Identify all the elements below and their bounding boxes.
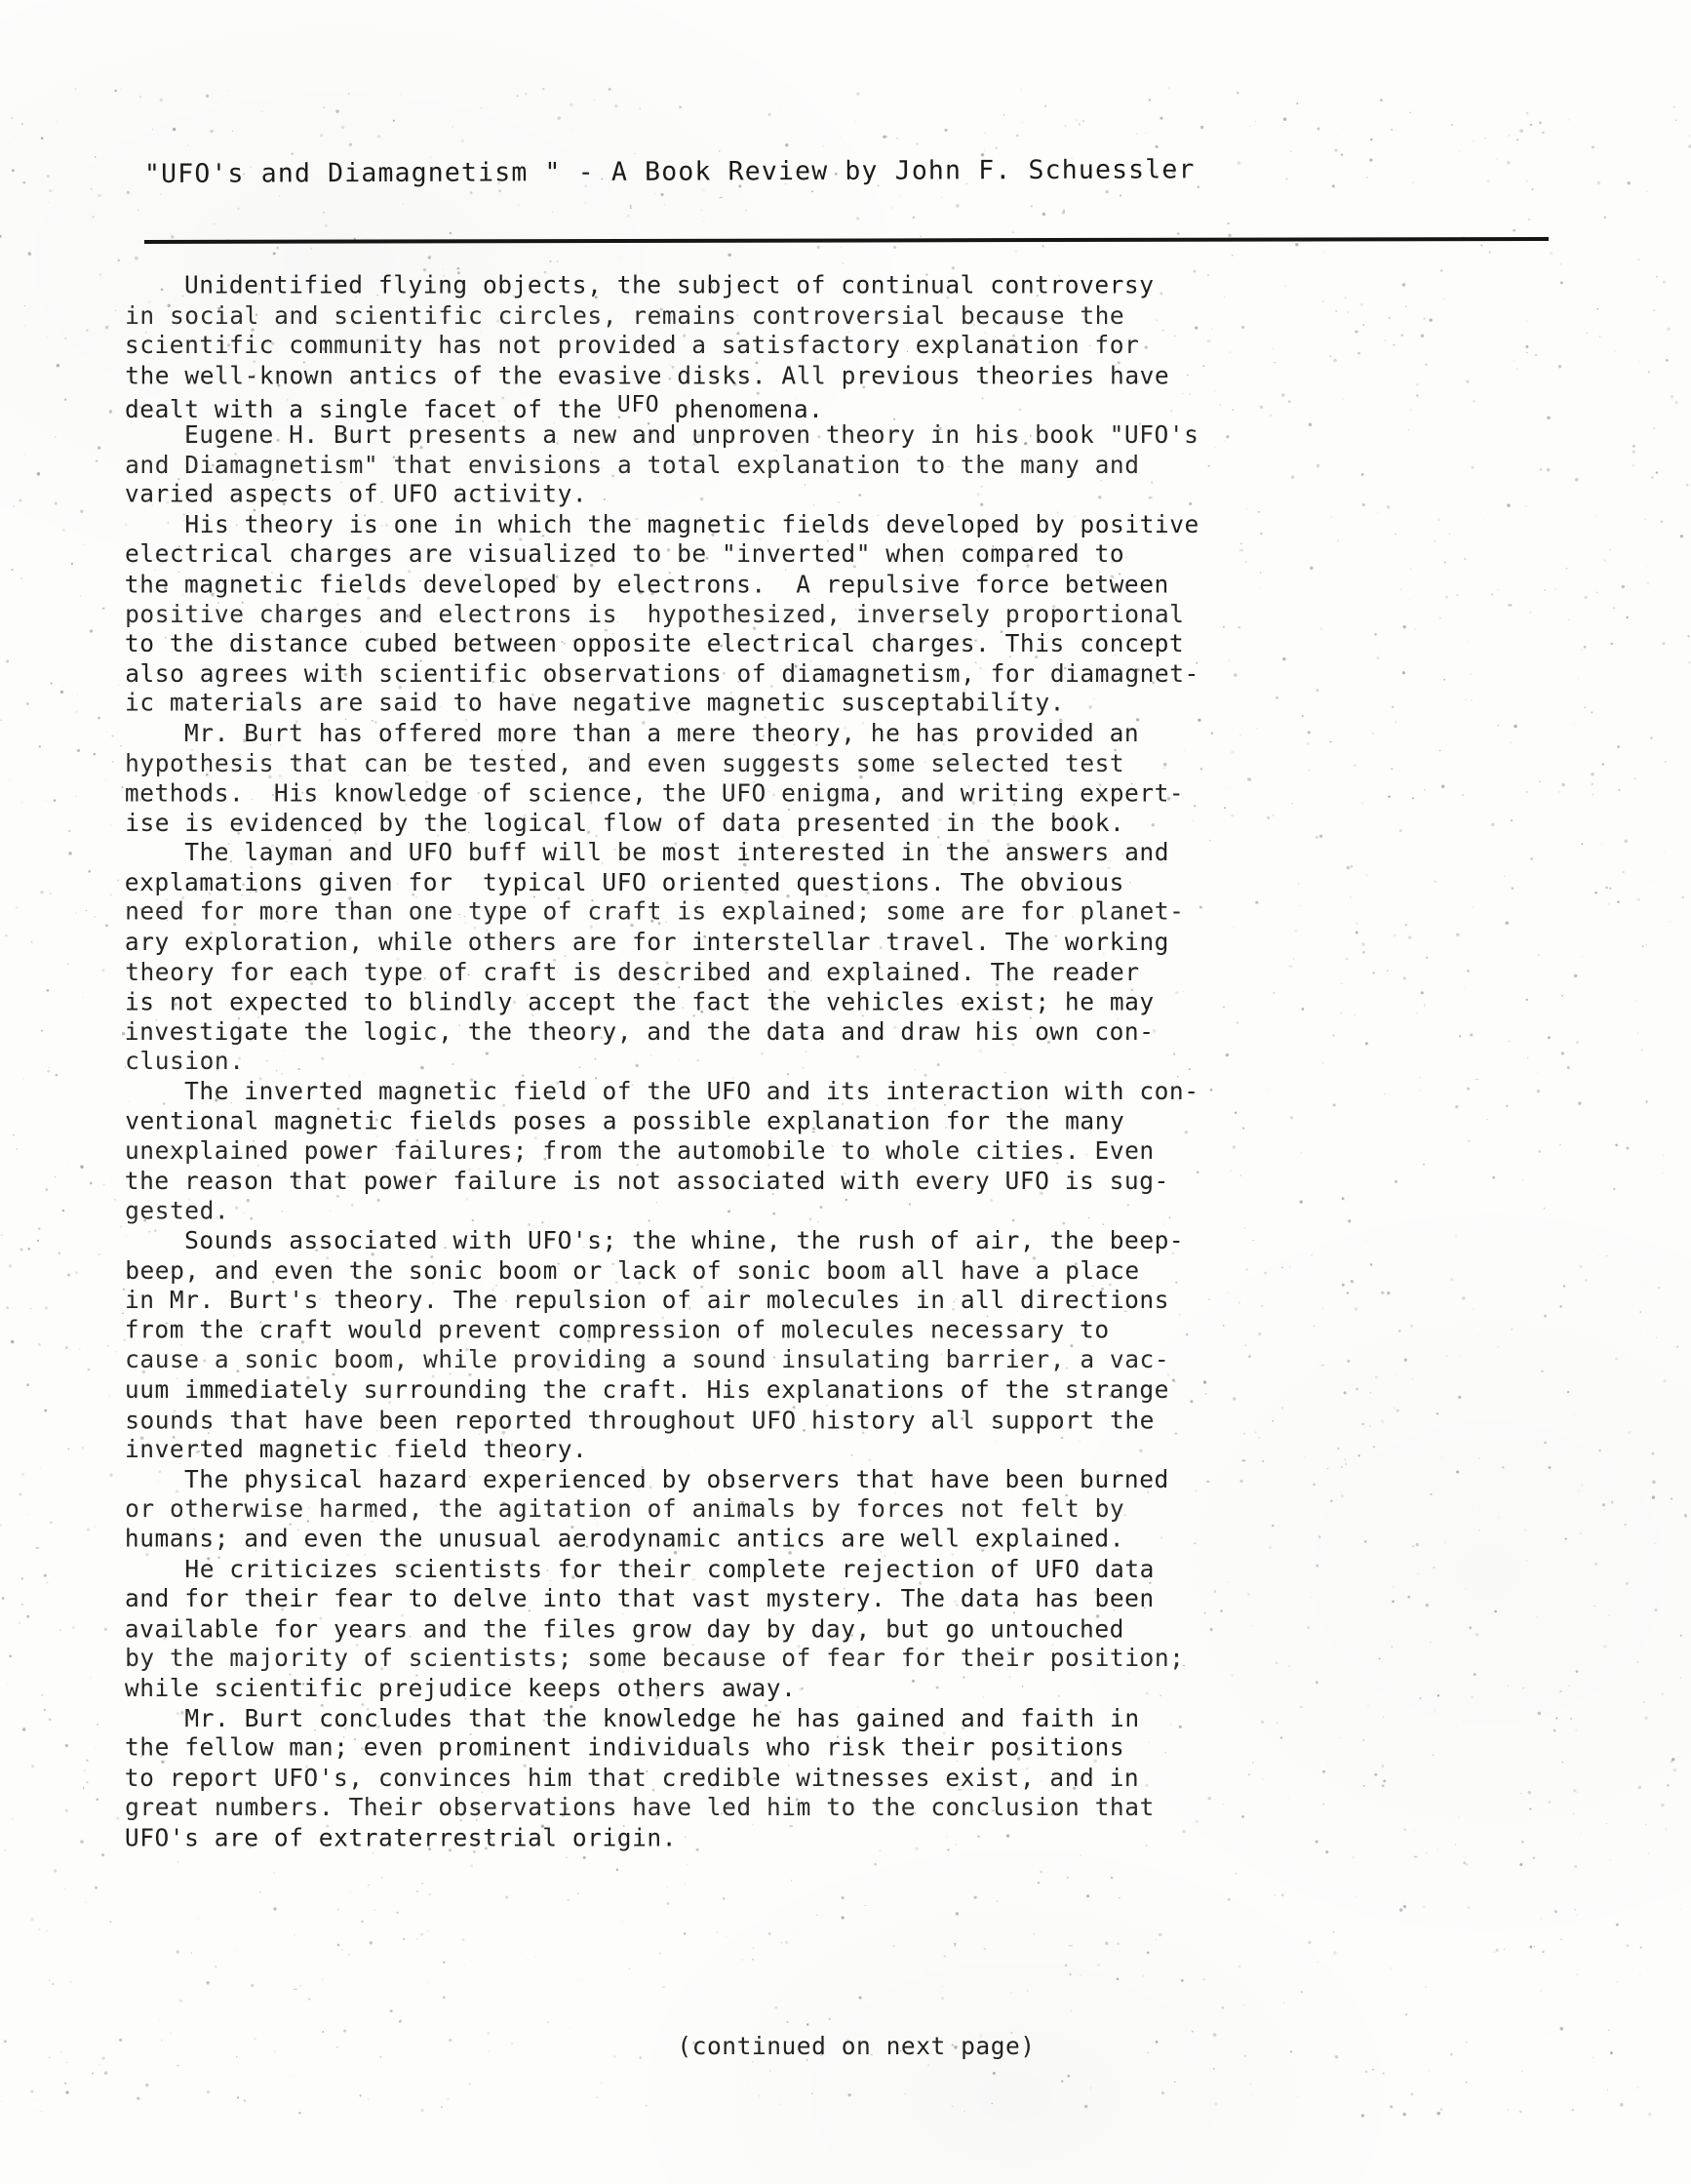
- document-line: uum immediately surrounding the craft. His explanations of the strange: [124, 1375, 1169, 1405]
- document-line: theory for each type of craft is described and explained. The reader: [125, 957, 1140, 986]
- document-line: explamations given for typical UFO oriented questions. The obvious: [124, 868, 1124, 897]
- document-line: the well-known antics of the evasive disks. All previous theories have: [125, 361, 1170, 390]
- document-line: UFO's are of extraterrestrial origin.: [124, 1823, 678, 1852]
- document-line: the fellow man; even prominent individuals who risk their positions: [125, 1732, 1125, 1762]
- document-line: and for their fear to delve into that vast mystery. The data has been: [125, 1584, 1155, 1613]
- document-line: Eugene H. Burt presents a new and unproven theory in his book "UFO's: [124, 419, 1199, 449]
- page-title: "UFO's and Diamagnetism " - A Book Review by John F. Schuessler: [143, 154, 1196, 189]
- document-line: also agrees with scientific observations of diamagnetism, for diamagnet-: [125, 658, 1199, 688]
- document-line: the magnetic fields developed by electrons. A repulsive force between: [124, 570, 1169, 599]
- document-line: The layman and UFO buff will be most interested in the answers and: [125, 838, 1170, 867]
- document-line: ary exploration, while others are for interstellar travel. The working: [124, 927, 1169, 956]
- document-line: in Mr. Burt's theory. The repulsion of air molecules in all directions: [125, 1286, 1170, 1315]
- document-line: to report UFO's, convinces him that credible witnesses exist, and in: [124, 1763, 1140, 1792]
- document-line: inverted magnetic field theory.: [125, 1434, 588, 1463]
- document-line: beep, and even the sonic boom or lack of sonic boom all have a place: [125, 1255, 1140, 1285]
- document-line: dealt with a single facet of the UFO phenomena.: [125, 392, 824, 424]
- document-line: Mr. Burt has offered more than a mere theory, he has provided an: [124, 718, 1140, 747]
- document-line: cause a sonic boom, while providing a sound insulating barrier, a vac-: [125, 1345, 1170, 1374]
- document-line: ise is evidenced by the logical flow of data presented in the book.: [125, 808, 1125, 837]
- document-line: scientific community has not provided a satisfactory explanation for: [124, 331, 1140, 360]
- document-line: and Diamagnetism" that envisions a total explanation to the many and: [125, 450, 1140, 479]
- document-line: sounds that have been reported throughout UFO history all support the: [125, 1405, 1155, 1434]
- document-line: gested.: [125, 1196, 230, 1225]
- document-body: [125, 271, 1588, 1852]
- document-line: His theory is one in which the magnetic fields developed by positive: [125, 509, 1199, 538]
- document-line: while scientific prejudice keeps others away.: [124, 1673, 797, 1702]
- document-line: The physical hazard experienced by observers that have been burned: [124, 1464, 1169, 1493]
- continued-footer: (continued on next page): [677, 2032, 1036, 2060]
- document-line: is not expected to blindly accept the fact the vehicles exist; he may: [125, 987, 1155, 1016]
- document-line: by the majority of scientists; some because of fear for their position;: [125, 1644, 1185, 1673]
- document-line: the reason that power failure is not associated with every UFO is sug-: [124, 1166, 1169, 1195]
- title-divider-rule: [144, 237, 1549, 244]
- document-line: unexplained power failures; from the automobile to whole cities. Even: [125, 1136, 1155, 1166]
- document-line: great numbers. Their observations have led him to the conclusion that: [125, 1793, 1155, 1822]
- document-line: in social and scientific circles, remains controversial because the: [125, 300, 1125, 330]
- document-line: Sounds associated with UFO's; the whine, the rush of air, the beep-: [124, 1225, 1185, 1254]
- document-line: investigate the logic, the theory, and the data and draw his own con-: [124, 1016, 1155, 1046]
- document-line: ic materials are said to have negative magnetic susceptability.: [125, 689, 1065, 718]
- document-line: Unidentified flying objects, the subject of continual controversy: [124, 270, 1155, 299]
- document-line: or otherwise harmed, the agitation of animals by forces not felt by: [125, 1494, 1125, 1524]
- document-line: humans; and even the unusual aerodynamic antics are well explained.: [124, 1524, 1125, 1553]
- document-line: The inverted magnetic field of the UFO and its interaction with con-: [124, 1077, 1199, 1106]
- document-line: available for years and the files grow day by day, but go untouched: [124, 1614, 1124, 1644]
- document-line: from the craft would prevent compression of molecules necessary to: [124, 1315, 1110, 1344]
- document-line: positive charges and electrons is hypothesized, inversely proportional: [125, 599, 1185, 628]
- document-line: electrical charges are visualized to be "inverted" when compared to: [125, 539, 1125, 569]
- document-line: ventional magnetic fields poses a possible explanation for the many: [125, 1106, 1125, 1135]
- document-line: to the distance cubed between opposite electrical charges. This concept: [124, 629, 1185, 658]
- document-line: He criticizes scientists for their complete rejection of UFO data: [125, 1554, 1155, 1583]
- document-line: varied aspects of UFO activity.: [124, 479, 588, 508]
- document-line: Mr. Burt concludes that the knowledge he has gained and faith in: [125, 1703, 1140, 1732]
- document-line: clusion.: [125, 1047, 245, 1076]
- document-line: hypothesis that can be tested, and even suggests some selected test: [125, 748, 1125, 777]
- document-line: methods. His knowledge of science, the UFO enigma, and writing expert-: [124, 778, 1185, 808]
- document-line: need for more than one type of craft is explained; some are for planet-: [125, 897, 1185, 927]
